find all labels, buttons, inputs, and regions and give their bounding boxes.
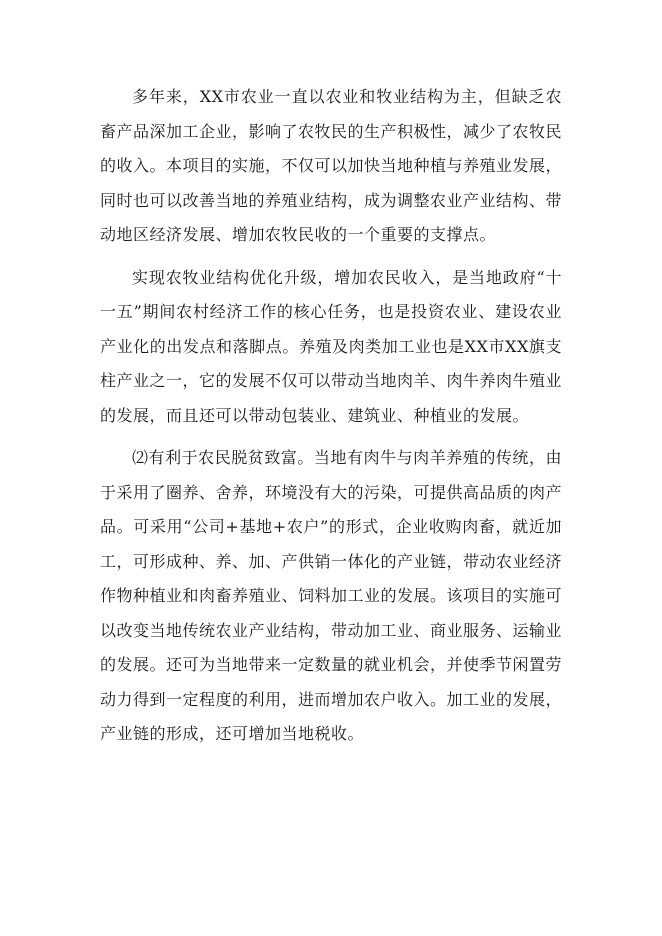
paragraph-3: ⑵有利于农民脱贫致富。当地有肉牛与肉羊养殖的传统，由于采用了圈养、舍养，环境没有大的污染，可提供高品质的肉产品。可采用“公司+基地+农户”的形式，企业收购肉畜，就近加工，可形成种、养、加、产供销一体化的产业链，带动农业经济作物种植业和肉畜养殖业、饲料加工业的发展。该项目的实施可以改变当地传统农业产业结构，带动加工业、商业服务、运输业的发展。还可为当地带来一定数量的就业机会，并使季节闲置劳动力得到一定程度的利用，进而增加农户收入。加工业的发展，产业链的形成，还可增加当地税收。 [100, 448, 563, 743]
paragraph-2: 实现农牧业结构优化升级，增加农民收入，是当地政府“十一五”期间农村经济工作的核心任务，也是投资农业、建设农业产业化的出发点和落脚点。养殖及肉类加工业也是XX市XX旗支柱产业之一，它的发展不仅可以带动当地肉羊、肉牛养肉牛殖业的发展，而且还可以带动包装业、建筑业、种植业的发展。 [100, 267, 563, 425]
document-body [100, 80, 562, 760]
paragraph-1: 多年来，XX市农业一直以农业和牧业结构为主，但缺乏农畜产品深加工企业，影响了农牧民的生产积极性，减少了农牧民的收入。本项目的实施，不仅可以加快当地种植与养殖业发展，同时也可以改善当地的养殖业结构，成为调整农业产业结构、带动地区经济发展、增加农牧民收的一个重要的支撑点。 [100, 87, 563, 244]
